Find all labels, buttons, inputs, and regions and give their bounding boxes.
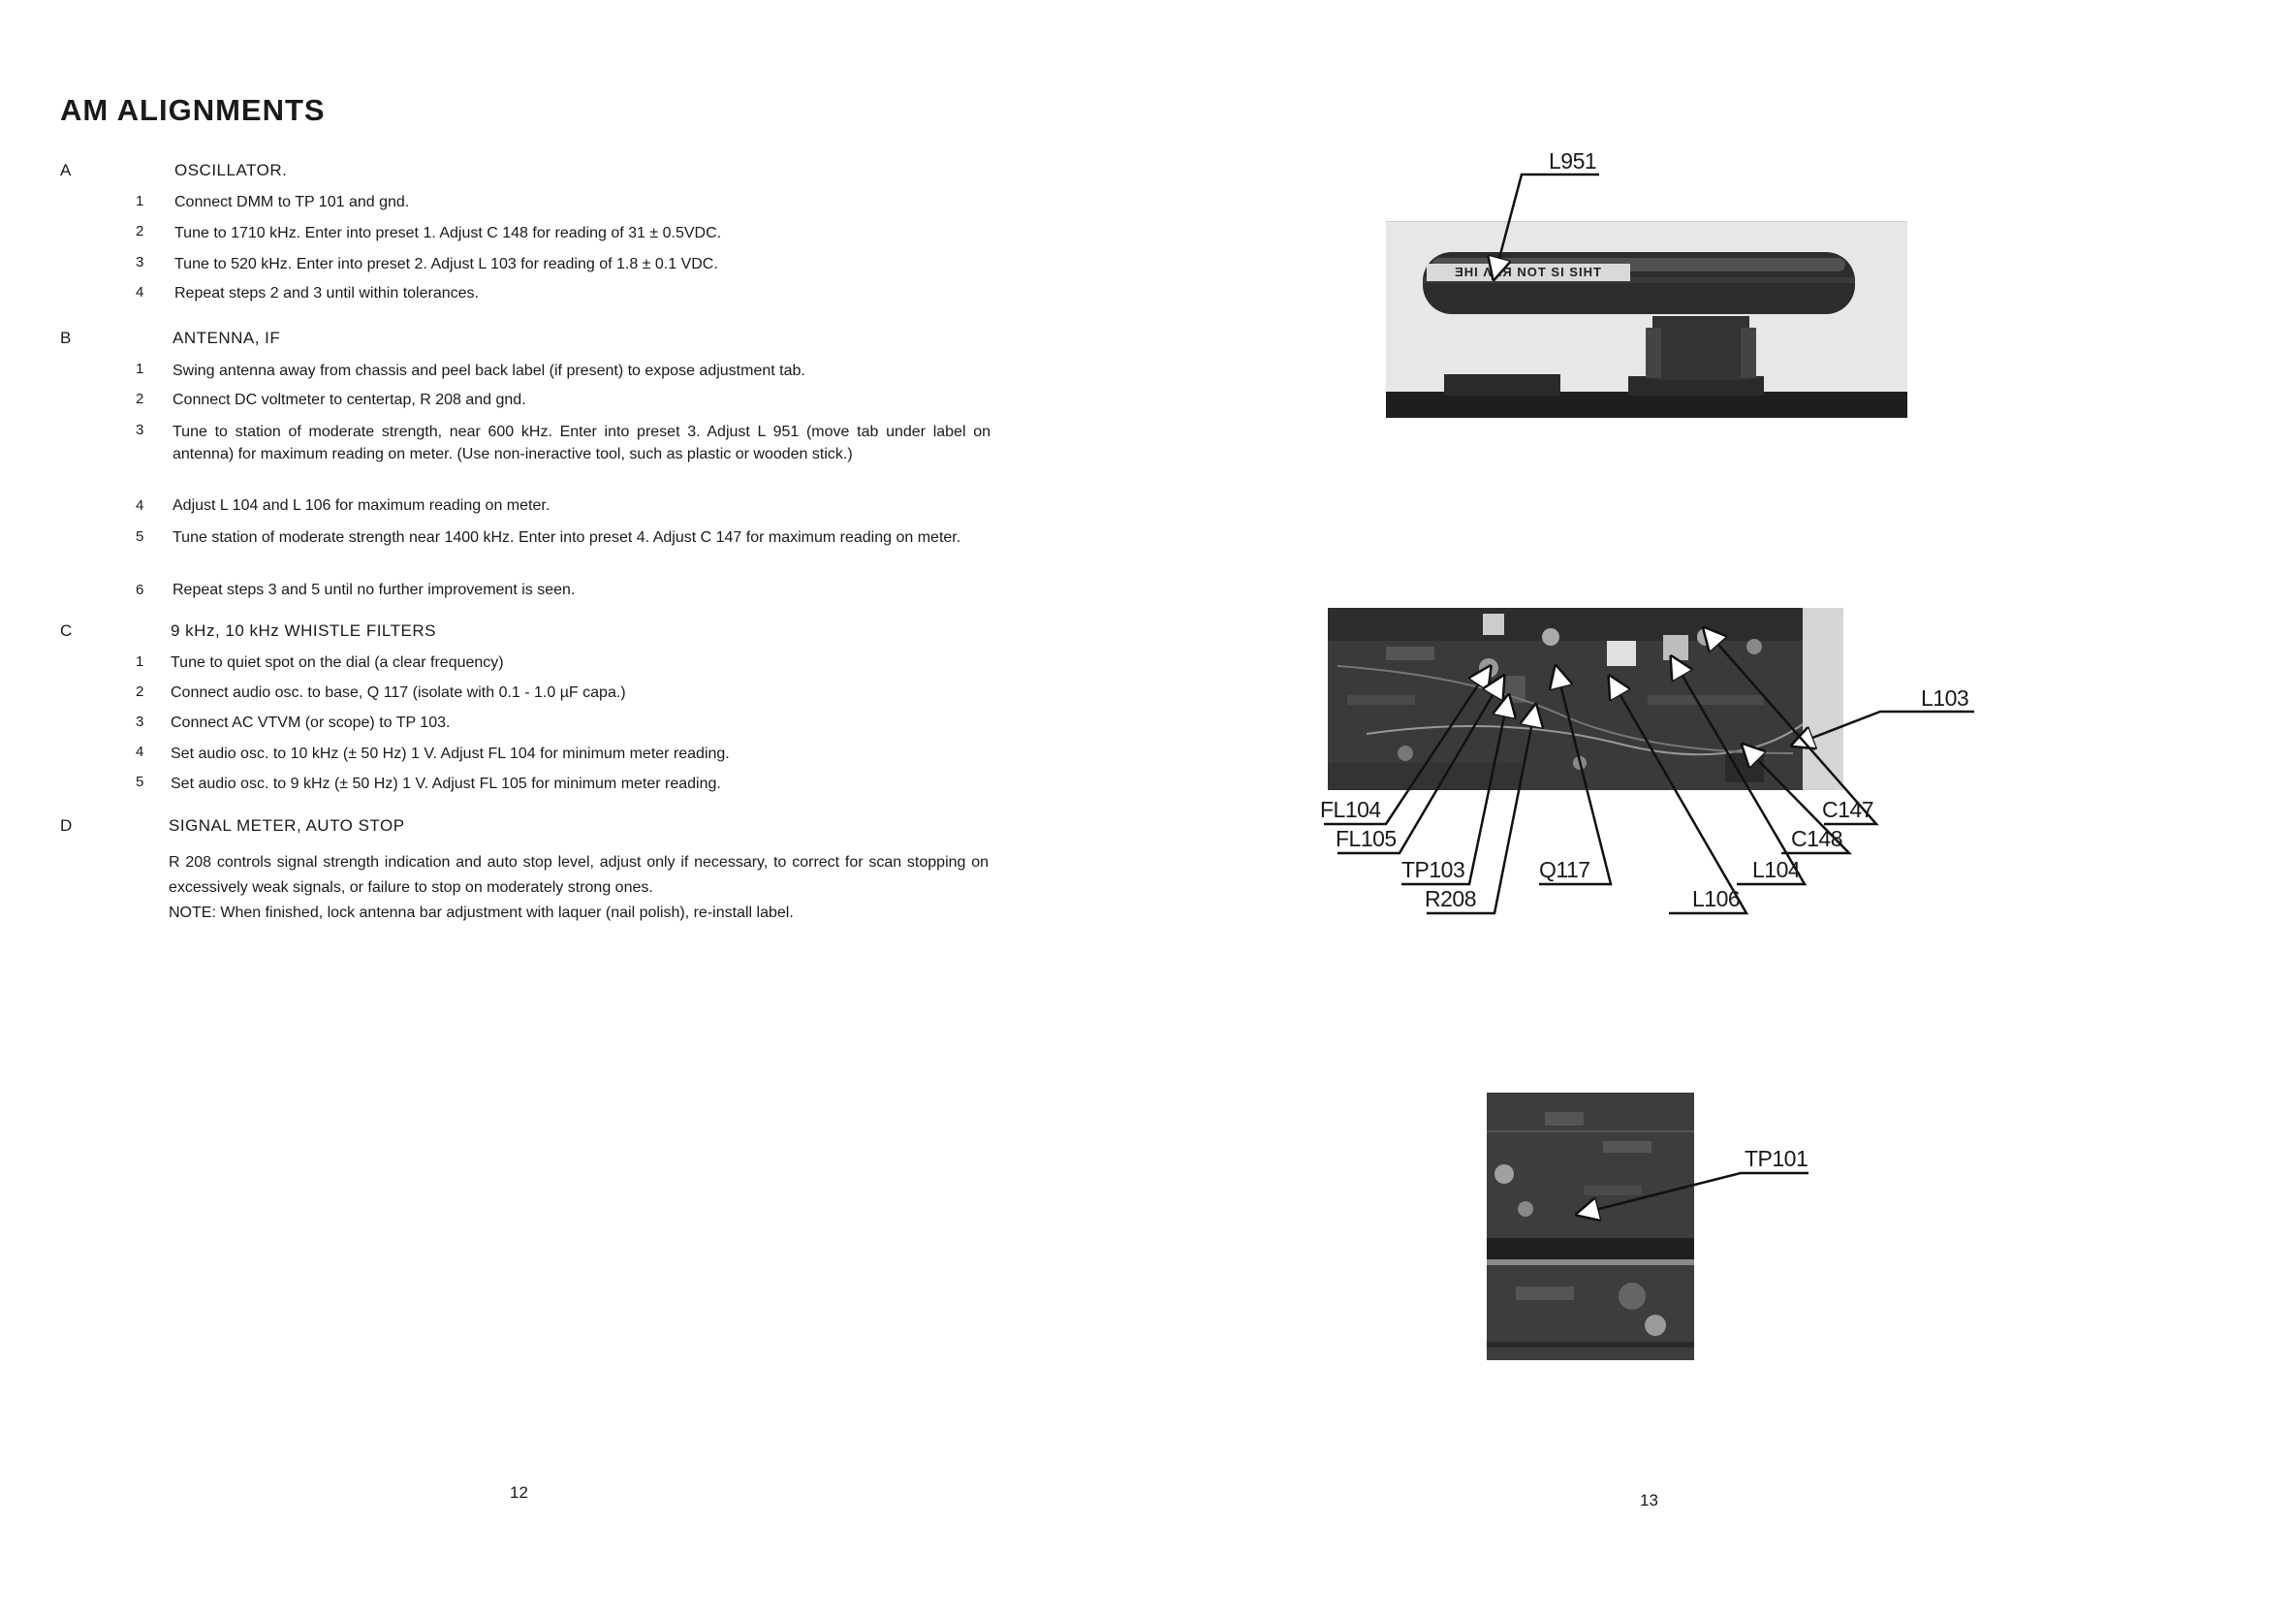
callout-c147: C147 <box>1822 797 1873 822</box>
callout-tp103: TP103 <box>1401 857 1465 882</box>
step-text: Connect DC voltmeter to centertap, R 208 and gnd. <box>173 392 526 408</box>
step-number: 1 <box>136 193 144 209</box>
callout-l103: L103 <box>1921 685 1969 711</box>
step-text: Adjust L 104 and L 106 for maximum reading on meter. <box>173 497 550 514</box>
step-text: Tune to 1710 kHz. Enter into preset 1. Adjust C 148 for reading of 31 ± 0.5VDC. <box>174 225 722 241</box>
step-text: Tune to quiet spot on the dial (a clear frequency) <box>171 654 504 671</box>
step-number: 4 <box>136 744 144 760</box>
step-number: 2 <box>136 683 144 700</box>
callout-c148: C148 <box>1791 826 1842 851</box>
step-number: 1 <box>136 361 144 377</box>
step-number: 5 <box>136 774 144 790</box>
step-number: 2 <box>136 223 144 239</box>
step-number: 3 <box>136 254 144 270</box>
callout-r208: R208 <box>1425 886 1476 911</box>
step-text: Set audio osc. to 10 kHz (± 50 Hz) 1 V. Adjust FL 104 for minimum meter reading. <box>171 746 730 762</box>
page-number-right: 13 <box>1640 1491 1658 1509</box>
callout-l104: L104 <box>1752 857 1801 882</box>
step-text: Swing antenna away from chassis and peel back label (if present) to expose adjustment tab. <box>173 363 805 379</box>
callout-l951: L951 <box>1549 148 1597 174</box>
step-text: Connect AC VTVM (or scope) to TP 103. <box>171 715 451 731</box>
step-text: Repeat steps 3 and 5 until no further improvement is seen. <box>173 582 576 598</box>
step-number: 4 <box>136 284 144 301</box>
callout-fl105: FL105 <box>1336 826 1397 851</box>
callout-q117: Q117 <box>1539 857 1590 882</box>
section-title-oscillator: OSCILLATOR. <box>174 161 288 179</box>
page-number-left: 12 <box>510 1483 528 1502</box>
section-paragraph: R 208 controls signal strength indication and auto stop level, adjust only if necessary, to correct for scan stopping on excessively weak signals, or failure to stop on moderately strong ones. <box>169 854 989 896</box>
section-letter-d: D <box>60 816 73 835</box>
step-number: 2 <box>136 391 144 407</box>
callout-fl104: FL104 <box>1320 797 1381 822</box>
note-text: NOTE: When finished, lock antenna bar adjustment with laquer (nail polish), re-install label. <box>169 905 794 921</box>
section-letter-c: C <box>60 621 73 640</box>
section-letter-b: B <box>60 329 72 347</box>
step-number: 3 <box>136 714 144 730</box>
step-text: Set audio osc. to 9 kHz (± 50 Hz) 1 V. Adjust FL 105 for minimum meter reading. <box>171 776 721 792</box>
callout-tp101: TP101 <box>1745 1146 1808 1171</box>
step-number: 1 <box>136 653 144 670</box>
section-title-whistle-filters: 9 kHz, 10 kHz WHISTLE FILTERS <box>171 621 436 640</box>
step-number: 6 <box>136 582 144 598</box>
section-letter-a: A <box>60 161 72 179</box>
step-text: Tune to station of moderate strength, near 600 kHz. Enter into preset 3. Adjust L 951 (move tab under label on antenna) for maximum reading on meter. (Use non-ineractive tool, such as plastic or wooden stick.) <box>173 424 991 462</box>
step-number: 3 <box>136 422 144 438</box>
step-text: Connect audio osc. to base, Q 117 (isolate with 0.1 - 1.0 µF capa.) <box>171 684 626 701</box>
step-text: Tune station of moderate strength near 1400 kHz. Enter into preset 4. Adjust C 147 for maximum reading on meter. <box>173 529 961 546</box>
section-title-antenna-if: ANTENNA, IF <box>173 329 281 347</box>
step-text: Connect DMM to TP 101 and gnd. <box>174 194 410 210</box>
step-number: 4 <box>136 497 144 514</box>
callout-l106: L106 <box>1692 886 1741 911</box>
step-text: Tune to 520 kHz. Enter into preset 2. Adjust L 103 for reading of 1.8 ± 0.1 VDC. <box>174 256 718 272</box>
step-text: Repeat steps 2 and 3 until within tolerances. <box>174 285 479 302</box>
page-title: AM ALIGNMENTS <box>60 93 326 127</box>
section-title-signal-meter: SIGNAL METER, AUTO STOP <box>169 816 405 835</box>
step-number: 5 <box>136 528 144 545</box>
antenna-label-text: ƎHI ΛNЯ NOT SI SIHT <box>1427 264 1630 281</box>
